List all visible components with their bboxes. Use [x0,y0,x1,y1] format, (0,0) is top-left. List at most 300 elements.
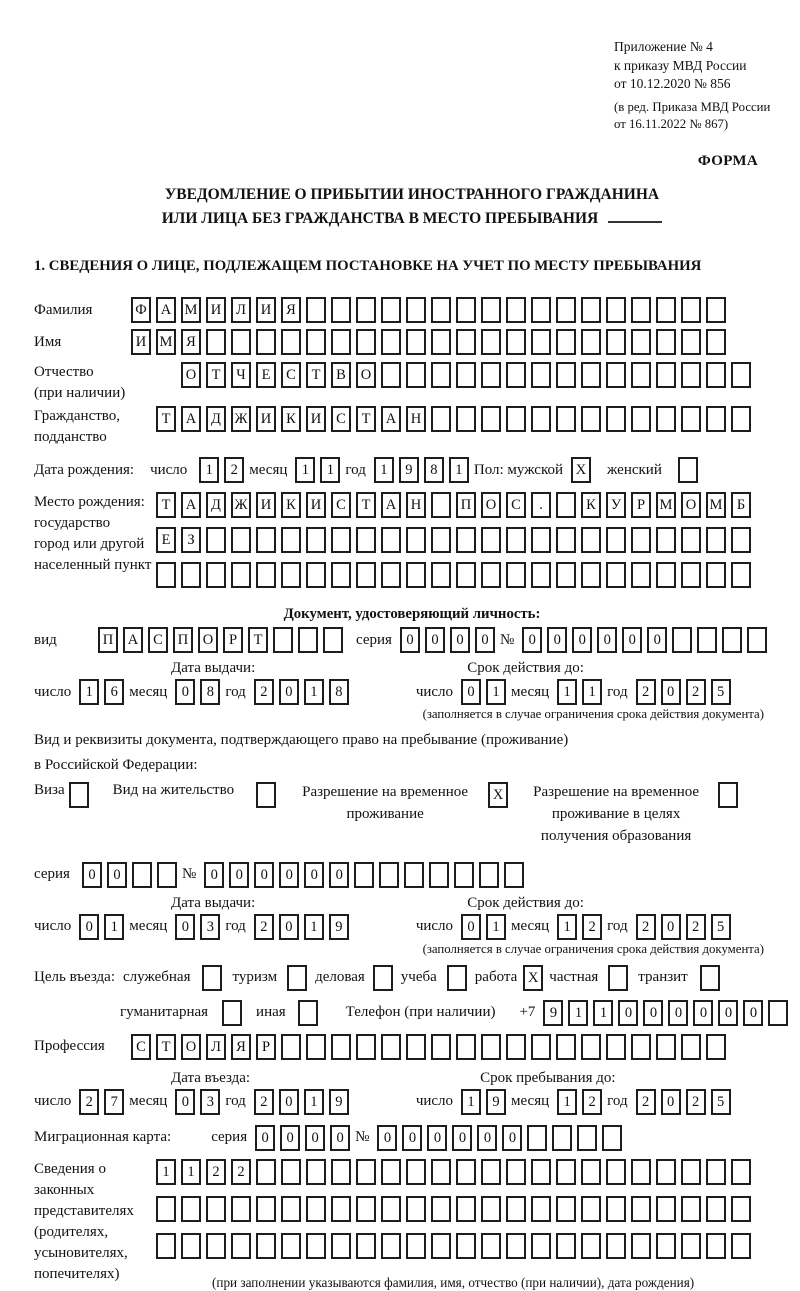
char-cell[interactable] [656,297,676,323]
char-cell[interactable]: 0 [305,1125,325,1151]
char-cell[interactable]: О [181,1034,201,1060]
char-cell[interactable] [656,562,676,588]
char-cell[interactable]: 0 [107,862,127,888]
char-cell[interactable] [356,329,376,355]
char-cell[interactable] [281,1233,301,1259]
char-cell[interactable]: 0 [204,862,224,888]
title-blank-line[interactable] [608,209,662,223]
char-cell[interactable]: П [98,627,118,653]
char-cell[interactable] [381,329,401,355]
char-cell[interactable]: 2 [224,457,244,483]
char-cell[interactable] [504,862,524,888]
char-cell[interactable]: 8 [200,679,220,705]
char-cell[interactable] [631,1196,651,1222]
char-cell[interactable]: 0 [461,679,481,705]
char-cell[interactable]: Р [223,627,243,653]
char-cell[interactable] [706,527,726,553]
char-cell[interactable] [731,1159,751,1185]
char-cell[interactable]: Т [156,492,176,518]
char-cell[interactable] [206,1233,226,1259]
purpose-transit-checkbox[interactable] [700,965,720,991]
char-cell[interactable] [406,329,426,355]
char-cell[interactable]: 8 [329,679,349,705]
char-cell[interactable]: 1 [199,457,219,483]
char-cell[interactable]: 1 [461,1089,481,1115]
char-cell[interactable]: С [131,1034,151,1060]
char-cell[interactable]: Н [406,406,426,432]
char-cell[interactable]: Т [356,492,376,518]
char-cell[interactable] [406,562,426,588]
char-cell[interactable]: 6 [104,679,124,705]
char-cell[interactable] [231,1233,251,1259]
char-cell[interactable] [706,1159,726,1185]
char-cell[interactable] [768,1000,788,1026]
char-cell[interactable] [552,1125,572,1151]
char-cell[interactable]: Т [306,362,326,388]
char-cell[interactable]: 0 [425,627,445,653]
char-cell[interactable] [731,406,751,432]
char-cell[interactable]: Л [206,1034,226,1060]
char-cell[interactable] [581,527,601,553]
char-cell[interactable]: 2 [254,679,274,705]
char-cell[interactable] [631,1034,651,1060]
char-cell[interactable]: С [331,492,351,518]
char-cell[interactable] [606,1233,626,1259]
char-cell[interactable] [531,406,551,432]
char-cell[interactable]: О [198,627,218,653]
char-cell[interactable] [722,627,742,653]
char-cell[interactable]: 2 [686,1089,706,1115]
char-cell[interactable] [431,1233,451,1259]
char-cell[interactable] [306,1034,326,1060]
char-cell[interactable] [281,1159,301,1185]
char-cell[interactable] [606,527,626,553]
char-cell[interactable] [323,627,343,653]
char-cell[interactable] [531,362,551,388]
char-cell[interactable]: Л [231,297,251,323]
char-cell[interactable] [656,1233,676,1259]
char-cell[interactable]: Н [406,492,426,518]
char-cell[interactable] [706,362,726,388]
char-cell[interactable]: 9 [543,1000,563,1026]
char-cell[interactable]: 0 [502,1125,522,1151]
char-cell[interactable] [606,562,626,588]
char-cell[interactable] [356,297,376,323]
char-cell[interactable] [132,862,152,888]
char-cell[interactable] [481,527,501,553]
char-cell[interactable]: 9 [329,1089,349,1115]
char-cell[interactable]: 0 [304,862,324,888]
char-cell[interactable] [506,1233,526,1259]
char-cell[interactable] [206,562,226,588]
char-cell[interactable] [556,297,576,323]
char-cell[interactable] [656,1196,676,1222]
char-cell[interactable]: П [456,492,476,518]
residence-permit-checkbox[interactable] [256,782,276,808]
char-cell[interactable] [406,1196,426,1222]
char-cell[interactable] [431,562,451,588]
char-cell[interactable]: М [656,492,676,518]
purpose-work-checkbox[interactable]: X [523,965,543,991]
char-cell[interactable] [156,1233,176,1259]
char-cell[interactable] [431,1034,451,1060]
char-cell[interactable]: 0 [461,914,481,940]
char-cell[interactable]: В [331,362,351,388]
char-cell[interactable] [681,1196,701,1222]
char-cell[interactable]: 9 [399,457,419,483]
char-cell[interactable] [256,1159,276,1185]
char-cell[interactable] [306,1196,326,1222]
char-cell[interactable] [581,297,601,323]
char-cell[interactable] [631,297,651,323]
char-cell[interactable] [681,562,701,588]
char-cell[interactable]: 0 [255,1125,275,1151]
char-cell[interactable] [581,562,601,588]
char-cell[interactable]: 1 [304,679,324,705]
char-cell[interactable]: 0 [661,914,681,940]
char-cell[interactable] [581,406,601,432]
char-cell[interactable] [356,1034,376,1060]
char-cell[interactable]: 2 [254,914,274,940]
char-cell[interactable] [431,406,451,432]
char-cell[interactable]: 0 [597,627,617,653]
char-cell[interactable]: 0 [280,1125,300,1151]
char-cell[interactable] [706,1034,726,1060]
char-cell[interactable] [381,297,401,323]
char-cell[interactable] [356,527,376,553]
char-cell[interactable]: 2 [206,1159,226,1185]
char-cell[interactable] [606,1196,626,1222]
char-cell[interactable]: 0 [175,1089,195,1115]
char-cell[interactable] [681,406,701,432]
char-cell[interactable] [527,1125,547,1151]
char-cell[interactable] [506,1196,526,1222]
char-cell[interactable]: О [356,362,376,388]
char-cell[interactable] [456,562,476,588]
char-cell[interactable] [556,527,576,553]
char-cell[interactable] [606,1159,626,1185]
char-cell[interactable]: Т [156,406,176,432]
char-cell[interactable] [381,562,401,588]
char-cell[interactable]: 1 [557,914,577,940]
char-cell[interactable]: 0 [175,914,195,940]
char-cell[interactable] [331,1034,351,1060]
char-cell[interactable] [431,329,451,355]
char-cell[interactable]: 9 [329,914,349,940]
char-cell[interactable] [456,1034,476,1060]
char-cell[interactable]: 0 [475,627,495,653]
char-cell[interactable] [531,1159,551,1185]
char-cell[interactable] [406,527,426,553]
char-cell[interactable] [381,362,401,388]
char-cell[interactable]: У [606,492,626,518]
char-cell[interactable] [697,627,717,653]
char-cell[interactable]: . [531,492,551,518]
char-cell[interactable]: 1 [557,679,577,705]
char-cell[interactable] [481,362,501,388]
char-cell[interactable] [606,1034,626,1060]
char-cell[interactable] [631,329,651,355]
char-cell[interactable]: 1 [181,1159,201,1185]
char-cell[interactable] [231,1196,251,1222]
char-cell[interactable] [531,562,551,588]
char-cell[interactable]: 1 [304,914,324,940]
char-cell[interactable] [556,492,576,518]
char-cell[interactable] [556,1034,576,1060]
char-cell[interactable] [206,329,226,355]
char-cell[interactable]: 0 [572,627,592,653]
char-cell[interactable]: 0 [377,1125,397,1151]
char-cell[interactable] [631,362,651,388]
char-cell[interactable] [681,1233,701,1259]
char-cell[interactable] [231,329,251,355]
char-cell[interactable] [381,1196,401,1222]
char-cell[interactable] [556,406,576,432]
char-cell[interactable] [431,492,451,518]
char-cell[interactable]: 2 [582,914,602,940]
char-cell[interactable] [656,362,676,388]
char-cell[interactable] [181,1233,201,1259]
char-cell[interactable] [404,862,424,888]
char-cell[interactable] [581,1159,601,1185]
char-cell[interactable] [331,562,351,588]
char-cell[interactable] [456,297,476,323]
char-cell[interactable]: 1 [374,457,394,483]
char-cell[interactable] [281,1196,301,1222]
temp-residence-checkbox[interactable]: X [488,782,508,808]
char-cell[interactable]: И [256,406,276,432]
char-cell[interactable] [556,329,576,355]
char-cell[interactable] [206,1196,226,1222]
char-cell[interactable] [354,862,374,888]
char-cell[interactable]: 0 [402,1125,422,1151]
char-cell[interactable] [156,1196,176,1222]
char-cell[interactable]: 0 [79,914,99,940]
char-cell[interactable] [256,527,276,553]
char-cell[interactable] [481,562,501,588]
char-cell[interactable] [672,627,692,653]
char-cell[interactable] [577,1125,597,1151]
char-cell[interactable] [431,1196,451,1222]
char-cell[interactable]: С [281,362,301,388]
char-cell[interactable] [281,1034,301,1060]
char-cell[interactable]: 0 [175,679,195,705]
char-cell[interactable]: 2 [254,1089,274,1115]
char-cell[interactable] [506,1159,526,1185]
char-cell[interactable]: 5 [711,914,731,940]
char-cell[interactable]: А [381,492,401,518]
char-cell[interactable]: Р [631,492,651,518]
char-cell[interactable] [406,1159,426,1185]
char-cell[interactable]: 2 [636,679,656,705]
char-cell[interactable] [331,329,351,355]
char-cell[interactable] [747,627,767,653]
char-cell[interactable]: К [581,492,601,518]
char-cell[interactable] [231,527,251,553]
char-cell[interactable] [456,362,476,388]
char-cell[interactable] [406,362,426,388]
char-cell[interactable]: 0 [743,1000,763,1026]
char-cell[interactable] [157,862,177,888]
char-cell[interactable] [406,1233,426,1259]
char-cell[interactable]: З [181,527,201,553]
char-cell[interactable]: Т [356,406,376,432]
char-cell[interactable] [581,1233,601,1259]
char-cell[interactable]: 1 [593,1000,613,1026]
char-cell[interactable]: 1 [486,679,506,705]
char-cell[interactable]: Т [156,1034,176,1060]
char-cell[interactable]: Д [206,406,226,432]
char-cell[interactable] [706,562,726,588]
char-cell[interactable]: 0 [643,1000,663,1026]
char-cell[interactable] [406,1034,426,1060]
char-cell[interactable] [181,1196,201,1222]
char-cell[interactable]: А [181,492,201,518]
char-cell[interactable]: С [148,627,168,653]
char-cell[interactable]: Е [156,527,176,553]
char-cell[interactable] [156,562,176,588]
char-cell[interactable]: 0 [229,862,249,888]
char-cell[interactable] [306,329,326,355]
char-cell[interactable] [656,329,676,355]
purpose-humanitarian-checkbox[interactable] [222,1000,242,1026]
char-cell[interactable] [381,1159,401,1185]
char-cell[interactable]: 5 [711,679,731,705]
sex-male-checkbox[interactable]: X [571,457,591,483]
char-cell[interactable]: 0 [400,627,420,653]
char-cell[interactable] [531,1233,551,1259]
char-cell[interactable] [531,1196,551,1222]
sex-female-checkbox[interactable] [678,457,698,483]
char-cell[interactable] [481,1034,501,1060]
char-cell[interactable] [454,862,474,888]
char-cell[interactable]: 3 [200,1089,220,1115]
char-cell[interactable]: Р [256,1034,276,1060]
char-cell[interactable]: 0 [279,914,299,940]
char-cell[interactable] [231,562,251,588]
char-cell[interactable]: 1 [304,1089,324,1115]
char-cell[interactable] [706,329,726,355]
char-cell[interactable]: Б [731,492,751,518]
char-cell[interactable] [281,329,301,355]
char-cell[interactable] [481,1233,501,1259]
char-cell[interactable] [506,297,526,323]
char-cell[interactable] [456,1159,476,1185]
char-cell[interactable]: 0 [661,679,681,705]
char-cell[interactable] [656,1159,676,1185]
char-cell[interactable]: 1 [104,914,124,940]
char-cell[interactable] [256,562,276,588]
char-cell[interactable]: 3 [200,914,220,940]
char-cell[interactable] [306,1233,326,1259]
char-cell[interactable] [706,1196,726,1222]
char-cell[interactable]: А [156,297,176,323]
char-cell[interactable]: 1 [582,679,602,705]
char-cell[interactable] [298,627,318,653]
char-cell[interactable]: 0 [693,1000,713,1026]
char-cell[interactable]: 0 [279,679,299,705]
char-cell[interactable] [706,406,726,432]
char-cell[interactable] [556,1159,576,1185]
char-cell[interactable] [456,1196,476,1222]
char-cell[interactable]: 1 [486,914,506,940]
char-cell[interactable]: 1 [568,1000,588,1026]
char-cell[interactable]: Е [256,362,276,388]
char-cell[interactable]: 0 [477,1125,497,1151]
char-cell[interactable]: О [181,362,201,388]
purpose-study-checkbox[interactable] [447,965,467,991]
char-cell[interactable] [656,406,676,432]
char-cell[interactable] [631,1159,651,1185]
char-cell[interactable] [456,1233,476,1259]
char-cell[interactable]: С [331,406,351,432]
char-cell[interactable]: 0 [330,1125,350,1151]
char-cell[interactable]: 2 [231,1159,251,1185]
char-cell[interactable] [431,297,451,323]
char-cell[interactable] [506,406,526,432]
char-cell[interactable] [281,527,301,553]
char-cell[interactable]: И [256,297,276,323]
char-cell[interactable] [681,329,701,355]
visa-checkbox[interactable] [69,782,89,808]
char-cell[interactable]: М [181,297,201,323]
char-cell[interactable] [506,1034,526,1060]
char-cell[interactable] [631,1233,651,1259]
purpose-other-checkbox[interactable] [298,1000,318,1026]
char-cell[interactable] [506,562,526,588]
char-cell[interactable] [681,362,701,388]
char-cell[interactable]: Ч [231,362,251,388]
char-cell[interactable]: С [506,492,526,518]
char-cell[interactable] [556,1196,576,1222]
char-cell[interactable]: 0 [522,627,542,653]
char-cell[interactable] [631,527,651,553]
char-cell[interactable] [256,1233,276,1259]
char-cell[interactable] [181,562,201,588]
char-cell[interactable] [506,527,526,553]
char-cell[interactable] [481,329,501,355]
char-cell[interactable] [356,1159,376,1185]
char-cell[interactable]: 9 [486,1089,506,1115]
purpose-private-checkbox[interactable] [608,965,628,991]
char-cell[interactable]: 8 [424,457,444,483]
char-cell[interactable]: Д [206,492,226,518]
char-cell[interactable] [306,297,326,323]
char-cell[interactable] [429,862,449,888]
char-cell[interactable]: И [131,329,151,355]
char-cell[interactable]: Я [281,297,301,323]
char-cell[interactable]: А [123,627,143,653]
char-cell[interactable] [731,1196,751,1222]
char-cell[interactable] [606,362,626,388]
char-cell[interactable] [731,527,751,553]
char-cell[interactable] [306,562,326,588]
purpose-business-checkbox[interactable] [373,965,393,991]
char-cell[interactable] [581,329,601,355]
char-cell[interactable] [506,362,526,388]
char-cell[interactable] [206,527,226,553]
char-cell[interactable] [681,297,701,323]
char-cell[interactable] [581,1034,601,1060]
char-cell[interactable] [273,627,293,653]
char-cell[interactable]: 2 [636,914,656,940]
char-cell[interactable]: К [281,492,301,518]
char-cell[interactable] [656,1034,676,1060]
char-cell[interactable]: О [681,492,701,518]
purpose-tourism-checkbox[interactable] [287,965,307,991]
char-cell[interactable] [406,297,426,323]
char-cell[interactable] [631,562,651,588]
